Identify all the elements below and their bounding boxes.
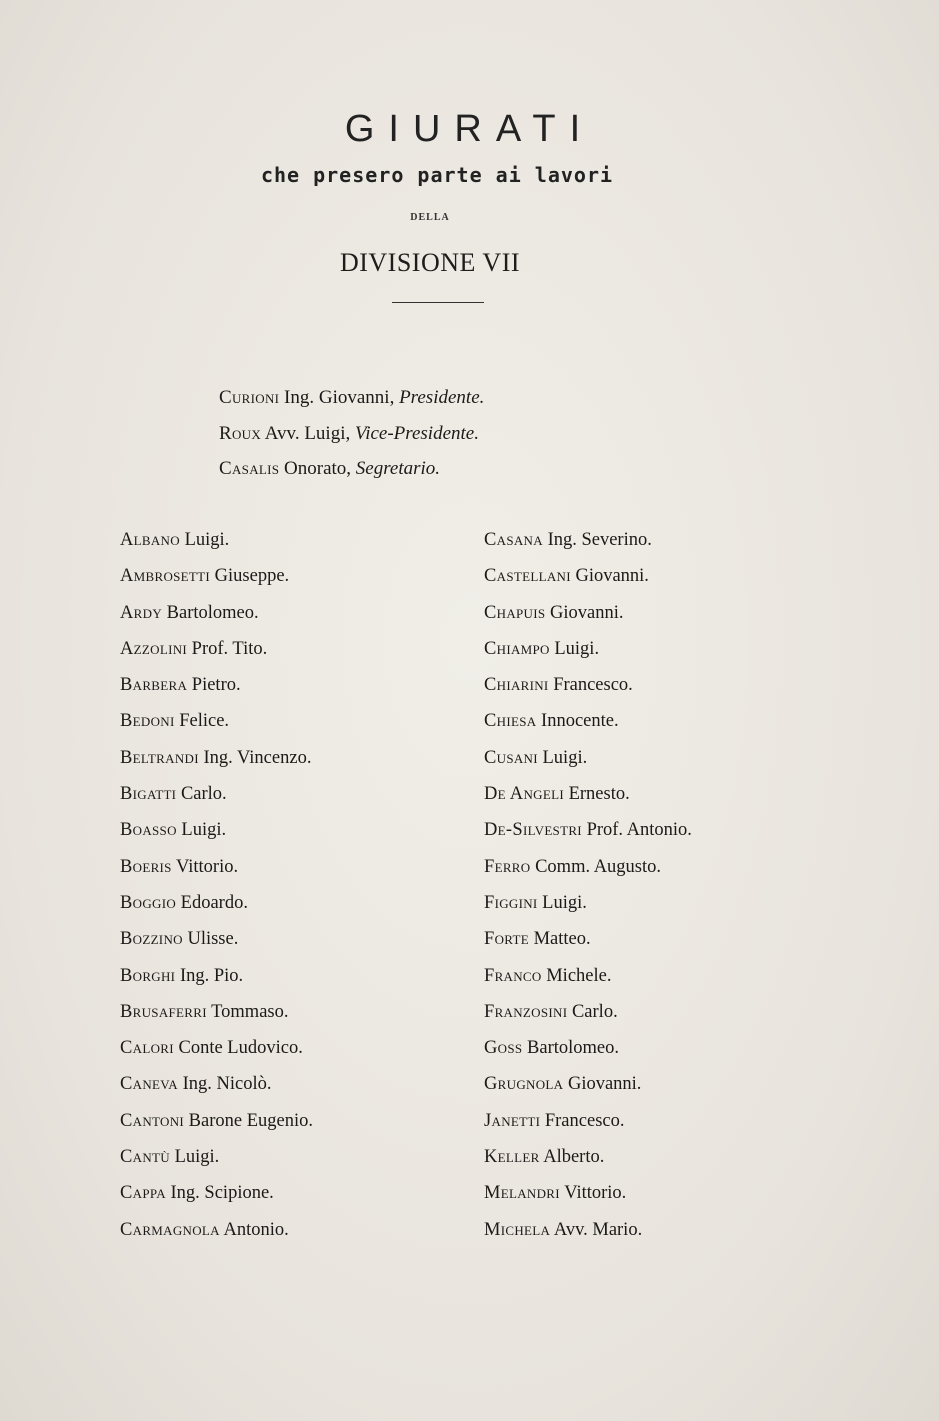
juror-row xyxy=(484,923,692,959)
juror-surname: Goss xyxy=(484,1038,523,1059)
juror-surname: Castellani xyxy=(484,566,571,587)
juror-name: Giovanni. xyxy=(550,602,624,623)
juror-row xyxy=(120,705,313,741)
juror-row xyxy=(484,1141,692,1177)
officers-list xyxy=(219,380,739,487)
juror-name: Carlo. xyxy=(571,1001,618,1022)
juror-surname: Albano xyxy=(120,530,180,550)
jurors-right-column xyxy=(484,524,692,1250)
juror-surname: Bedoni xyxy=(120,711,175,732)
juror-name: Ulisse. xyxy=(187,929,239,950)
juror-surname: Grugnola xyxy=(484,1074,564,1095)
juror-row xyxy=(120,633,313,669)
juror-name: Avv. Mario. xyxy=(553,1219,643,1240)
juror-row xyxy=(120,669,313,705)
juror-row xyxy=(484,814,692,850)
juror-surname: Boggio xyxy=(120,892,177,913)
juror-surname: Calori xyxy=(120,1038,174,1059)
officer-surname: Casalis xyxy=(219,458,280,479)
juror-row xyxy=(484,669,692,705)
juror-name: Conte Ludovico. xyxy=(178,1038,303,1059)
juror-row xyxy=(120,851,313,887)
juror-row xyxy=(120,1177,313,1213)
juror-row xyxy=(484,524,692,560)
juror-row xyxy=(120,778,313,814)
juror-row xyxy=(484,1032,692,1068)
juror-surname: Carmagnola xyxy=(120,1219,220,1240)
juror-surname: Figgini xyxy=(484,892,538,913)
juror-name: Luigi. xyxy=(174,1147,220,1168)
juror-name: Giovanni. xyxy=(575,566,649,587)
juror-surname: Boeris xyxy=(120,856,172,877)
juror-name: Giovanni. xyxy=(567,1074,642,1095)
juror-name: Luigi. xyxy=(181,820,227,841)
officer-role: Presidente. xyxy=(399,387,485,408)
juror-surname: Borghi xyxy=(120,965,176,986)
juror-surname: De Angeli xyxy=(484,784,564,805)
juror-name: Ernesto. xyxy=(568,784,630,805)
juror-row xyxy=(484,1177,692,1213)
juror-surname: Chiampo xyxy=(484,638,550,659)
juror-surname: Cappa xyxy=(120,1183,166,1204)
juror-row xyxy=(120,1141,313,1177)
della-label: DELLA xyxy=(410,212,450,223)
juror-surname: Chapuis xyxy=(484,602,546,623)
juror-surname: Forte xyxy=(484,929,529,950)
juror-row xyxy=(484,1214,692,1250)
officer-surname: Roux xyxy=(219,422,262,444)
juror-name: Francesco. xyxy=(553,675,633,696)
juror-row xyxy=(120,960,313,996)
juror-name: Barone Eugenio. xyxy=(188,1110,313,1131)
juror-surname: Ferro xyxy=(484,856,531,877)
page-title: GIURATI xyxy=(344,108,595,150)
juror-surname: Chiesa xyxy=(484,711,537,732)
juror-row xyxy=(120,814,313,850)
juror-name: Felice. xyxy=(179,711,230,732)
juror-surname: Michela xyxy=(484,1219,551,1240)
juror-surname: Ambrosetti xyxy=(120,566,211,587)
divider-rule xyxy=(392,302,484,303)
juror-name: Carlo. xyxy=(180,784,227,805)
juror-row xyxy=(120,560,313,596)
juror-surname: Ardy xyxy=(120,602,163,623)
juror-name: Vittorio. xyxy=(564,1183,627,1204)
juror-surname: Franco xyxy=(484,965,542,986)
officer-name: Onorato, xyxy=(284,458,352,479)
juror-surname: Melandri xyxy=(484,1183,560,1204)
juror-row xyxy=(484,560,692,596)
juror-row xyxy=(120,923,313,959)
juror-surname: Chiarini xyxy=(484,675,549,696)
juror-name: Tommaso. xyxy=(211,1001,289,1022)
officer-name: Ing. Giovanni, xyxy=(284,387,395,408)
jurors-left-column xyxy=(120,524,313,1250)
juror-surname: Janetti xyxy=(484,1110,541,1131)
juror-row xyxy=(484,1068,692,1104)
juror-row xyxy=(484,851,692,887)
juror-surname: Beltrandi xyxy=(120,747,199,768)
juror-name: Vittorio. xyxy=(176,856,239,877)
juror-row xyxy=(484,633,692,669)
juror-name: Luigi. xyxy=(542,892,587,913)
juror-row xyxy=(484,1105,692,1141)
juror-row xyxy=(484,778,692,814)
juror-name: Edoardo. xyxy=(180,892,248,913)
juror-name: Ing. Severino. xyxy=(547,530,652,550)
officer-name: Avv. Luigi, xyxy=(264,422,351,444)
juror-name: Antonio. xyxy=(223,1219,289,1240)
juror-name: Luigi. xyxy=(184,530,230,550)
juror-row xyxy=(120,1214,313,1250)
juror-surname: Cantù xyxy=(120,1147,170,1168)
juror-row xyxy=(484,742,692,778)
juror-name: Innocente. xyxy=(541,711,619,732)
juror-name: Ing. Scipione. xyxy=(170,1183,274,1204)
juror-surname: Brusaferri xyxy=(120,1001,207,1022)
juror-surname: Boasso xyxy=(120,820,177,841)
officer-secretary xyxy=(219,451,739,487)
division-heading: DIVISIONE VII xyxy=(339,248,521,277)
juror-name: Giuseppe. xyxy=(214,566,290,587)
juror-row xyxy=(120,597,313,633)
juror-row xyxy=(484,996,692,1032)
juror-surname: Barbera xyxy=(120,675,188,696)
juror-row xyxy=(120,742,313,778)
juror-name: Prof. Tito. xyxy=(191,638,268,659)
juror-row xyxy=(484,887,692,923)
page-subtitle: che presero parte ai lavori xyxy=(260,163,614,187)
juror-name: Ing. Nicolò. xyxy=(182,1074,272,1095)
juror-name: Prof. Antonio. xyxy=(586,820,692,841)
juror-surname: Cusani xyxy=(484,747,538,768)
juror-surname: Azzolini xyxy=(120,638,188,659)
juror-name: Ing. Pio. xyxy=(179,965,244,986)
juror-row xyxy=(484,705,692,741)
juror-surname: Cantoni xyxy=(120,1110,185,1131)
juror-surname: Bigatti xyxy=(120,784,177,805)
juror-row xyxy=(120,1032,313,1068)
juror-name: Bartolomeo. xyxy=(166,602,259,623)
juror-surname: Franzosini xyxy=(484,1001,568,1022)
juror-name: Luigi. xyxy=(554,638,600,659)
juror-name: Michele. xyxy=(546,965,612,986)
juror-name: Francesco. xyxy=(544,1110,625,1131)
juror-row xyxy=(120,524,313,560)
juror-row xyxy=(484,597,692,633)
officer-role: Segretario. xyxy=(355,458,441,479)
officer-surname: Curioni xyxy=(219,387,280,408)
juror-surname: Caneva xyxy=(120,1074,178,1095)
juror-name: Pietro. xyxy=(191,675,241,696)
juror-row xyxy=(120,996,313,1032)
juror-row xyxy=(484,960,692,996)
juror-surname: Bozzino xyxy=(120,929,183,950)
juror-name: Alberto. xyxy=(543,1147,605,1168)
juror-surname: Keller xyxy=(484,1147,540,1168)
juror-surname: De-Silvestri xyxy=(484,820,582,841)
officer-role: Vice-Presidente. xyxy=(355,422,479,444)
juror-name: Ing. Vincenzo. xyxy=(203,747,312,768)
juror-name: Luigi. xyxy=(542,747,588,768)
juror-name: Bartolomeo. xyxy=(527,1038,620,1059)
juror-row xyxy=(120,887,313,923)
juror-name: Matteo. xyxy=(533,929,591,950)
juror-name: Comm. Augusto. xyxy=(535,856,662,877)
juror-surname: Casana xyxy=(484,530,543,550)
officer-vice-president xyxy=(219,416,739,452)
officer-president xyxy=(219,380,739,416)
juror-row xyxy=(120,1105,313,1141)
juror-row xyxy=(120,1068,313,1104)
